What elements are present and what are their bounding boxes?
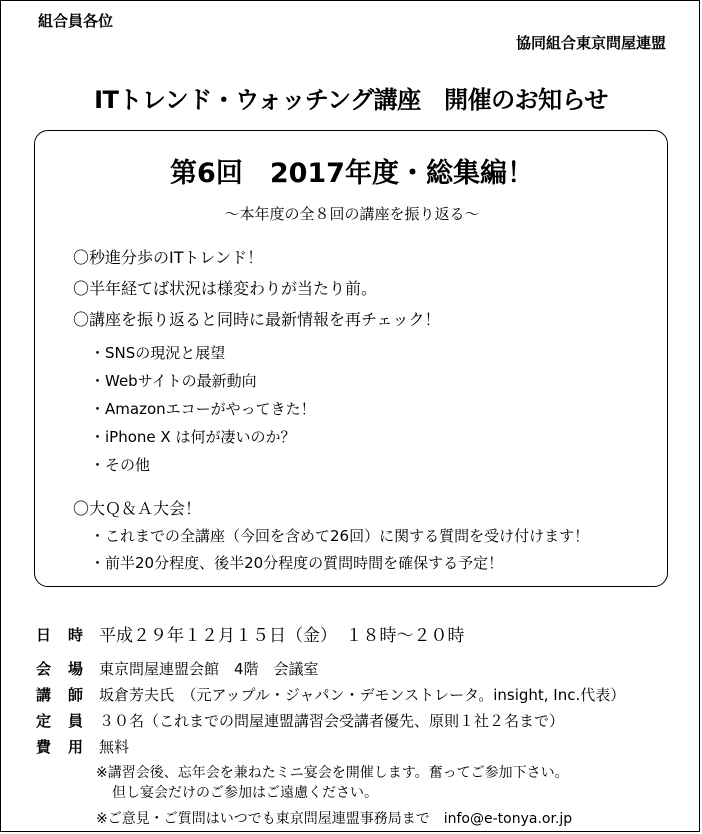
fee-label: 費 用 (36, 738, 84, 756)
box-subtitle: 〜本年度の全８回の講座を振り返る〜 (224, 205, 480, 223)
capacity-value: ３０名（これまでの問屋連盟講習会受講者優先、原則１社２名まで） (99, 712, 565, 730)
addressee: 組合員各位 (38, 12, 114, 30)
topic-item: ・Amazonエコーがやってきた！ (90, 400, 316, 418)
document-title: ITトレンド・ウォッチング講座 開催のお知らせ (94, 86, 608, 114)
highlight-box (34, 130, 668, 587)
qa-heading: 〇大Ｑ＆Ａ大会！ (73, 499, 202, 518)
topic-item: ・iPhone X は何が凄いのか？ (90, 428, 296, 446)
qa-item: ・これまでの全講座（今回を含めて26回）に関する質問を受け付けます！ (90, 527, 590, 545)
fee-value: 無料 (99, 738, 130, 756)
topic-item: ・その他 (90, 456, 151, 474)
venue-value: 東京問屋連盟会館 4階 会議室 (99, 660, 319, 678)
point-item: 〇半年経てば状況は様変わりが当たり前。 (73, 279, 378, 298)
lecturer-label: 講 師 (36, 686, 84, 704)
point-item: 〇講座を振り返ると同時に最新情報を再チェック！ (73, 310, 441, 329)
contact-note: ※ご意見・ご質問はいつでも東京問屋連盟事務局まで info@e-tonya.or.jp (96, 811, 573, 827)
qa-item: ・前半20分程度、後半20分程度の質問時間を確保する予定！ (90, 554, 504, 572)
date-label: 日 時 (36, 626, 84, 644)
topic-item: ・SNSの現況と展望 (90, 344, 226, 362)
date-value: 平成２９年１２月１５日（金） １８時〜２０時 (99, 626, 465, 646)
party-note: ※講習会後、忘年会を兼ねたミニ宴会を開催します。奮ってご参加下さい。 (96, 765, 569, 781)
party-note-continued: 但し宴会だけのご参加はご遠慮ください。 (112, 785, 378, 801)
topic-item: ・Webサイトの最新動向 (90, 372, 257, 390)
venue-label: 会 場 (36, 660, 84, 678)
point-item: 〇秒進分歩のITトレンド！ (73, 248, 264, 267)
capacity-label: 定 員 (36, 712, 84, 730)
lecturer-value: 坂倉芳夫氏 （元アップル・ジャパン・デモンストレータ。insight, Inc.代表） (99, 686, 626, 704)
sender-organization: 協同組合東京問屋連盟 (515, 34, 666, 52)
box-title: 第6回 2017年度・総集編！ (170, 158, 534, 189)
